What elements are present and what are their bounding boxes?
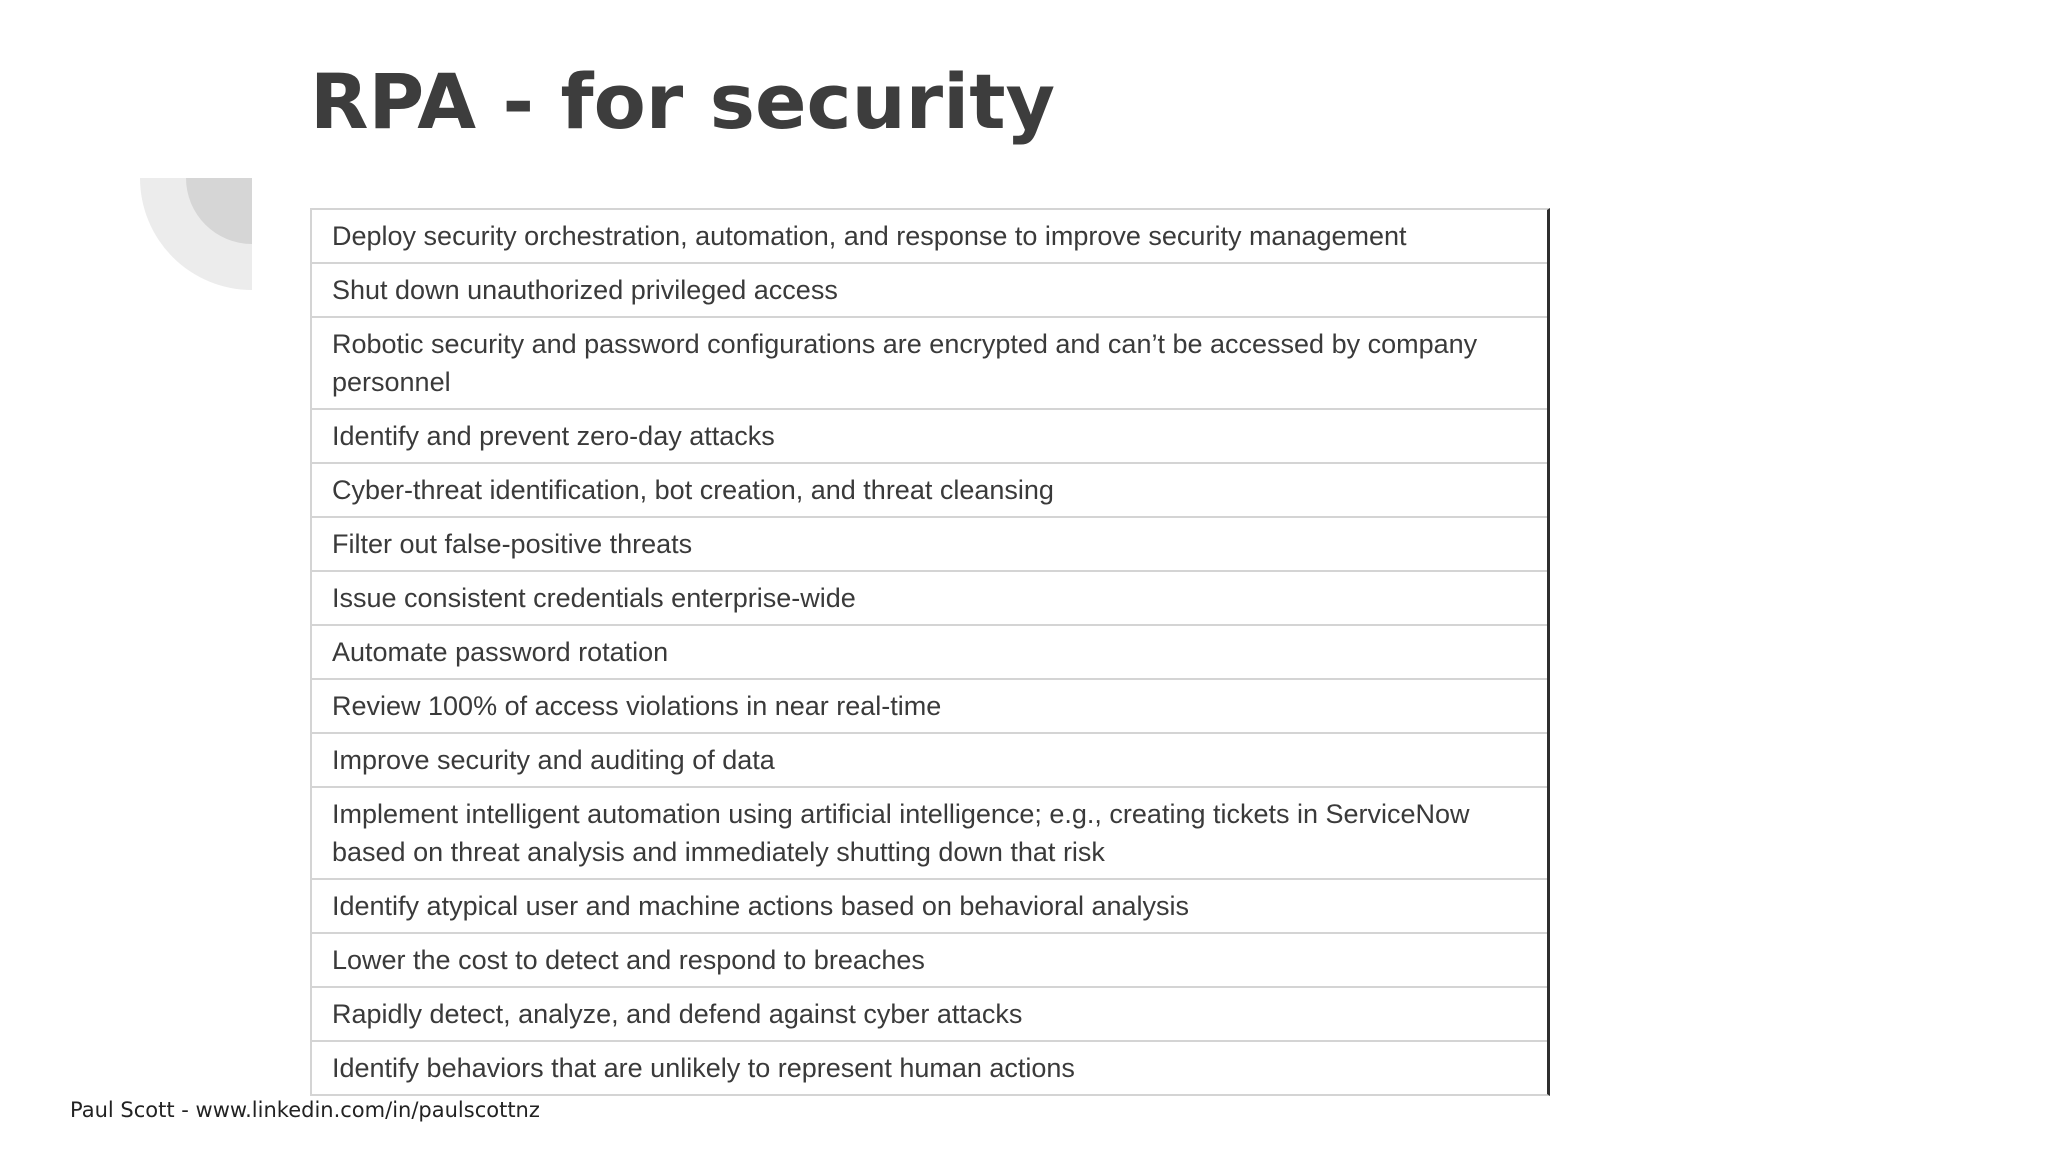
table-row: Improve security and auditing of data (312, 734, 1547, 788)
table-row: Lower the cost to detect and respond to breaches (312, 934, 1547, 988)
slide-title: RPA - for security (310, 57, 1056, 146)
table-row: Automate password rotation (312, 626, 1547, 680)
table-row: Issue consistent credentials enterprise-wide (312, 572, 1547, 626)
table-row: Shut down unauthorized privileged access (312, 264, 1547, 318)
table-row: Filter out false-positive threats (312, 518, 1547, 572)
table-row: Identify behaviors that are unlikely to represent human actions (332, 1053, 1075, 1083)
table-row: Robotic security and password configurations are encrypted and can’t be accessed by company personnel (312, 318, 1547, 410)
table-row: Implement intelligent automation using artificial intelligence; e.g., creating tickets in ServiceNow based on threat analysis and immediately shutting down that risk (312, 788, 1547, 880)
table-row: Review 100% of access violations in near real-time (312, 680, 1547, 734)
table-row: Cyber-threat identification, bot creation, and threat cleansing (312, 464, 1547, 518)
table-row: Deploy security orchestration, automation, and response to improve security management (312, 210, 1547, 264)
table-row: Identify and prevent zero-day attacks (312, 410, 1547, 464)
footer-credit: Paul Scott - www.linkedin.com/in/paulscottnz (70, 1098, 540, 1122)
table-row: Rapidly detect, analyze, and defend against cyber attacks (312, 988, 1547, 1042)
quarter-circle-decoration-icon (140, 178, 252, 290)
security-benefits-table (310, 208, 1550, 1096)
table-row: Identify atypical user and machine actions based on behavioral analysis (312, 880, 1547, 934)
